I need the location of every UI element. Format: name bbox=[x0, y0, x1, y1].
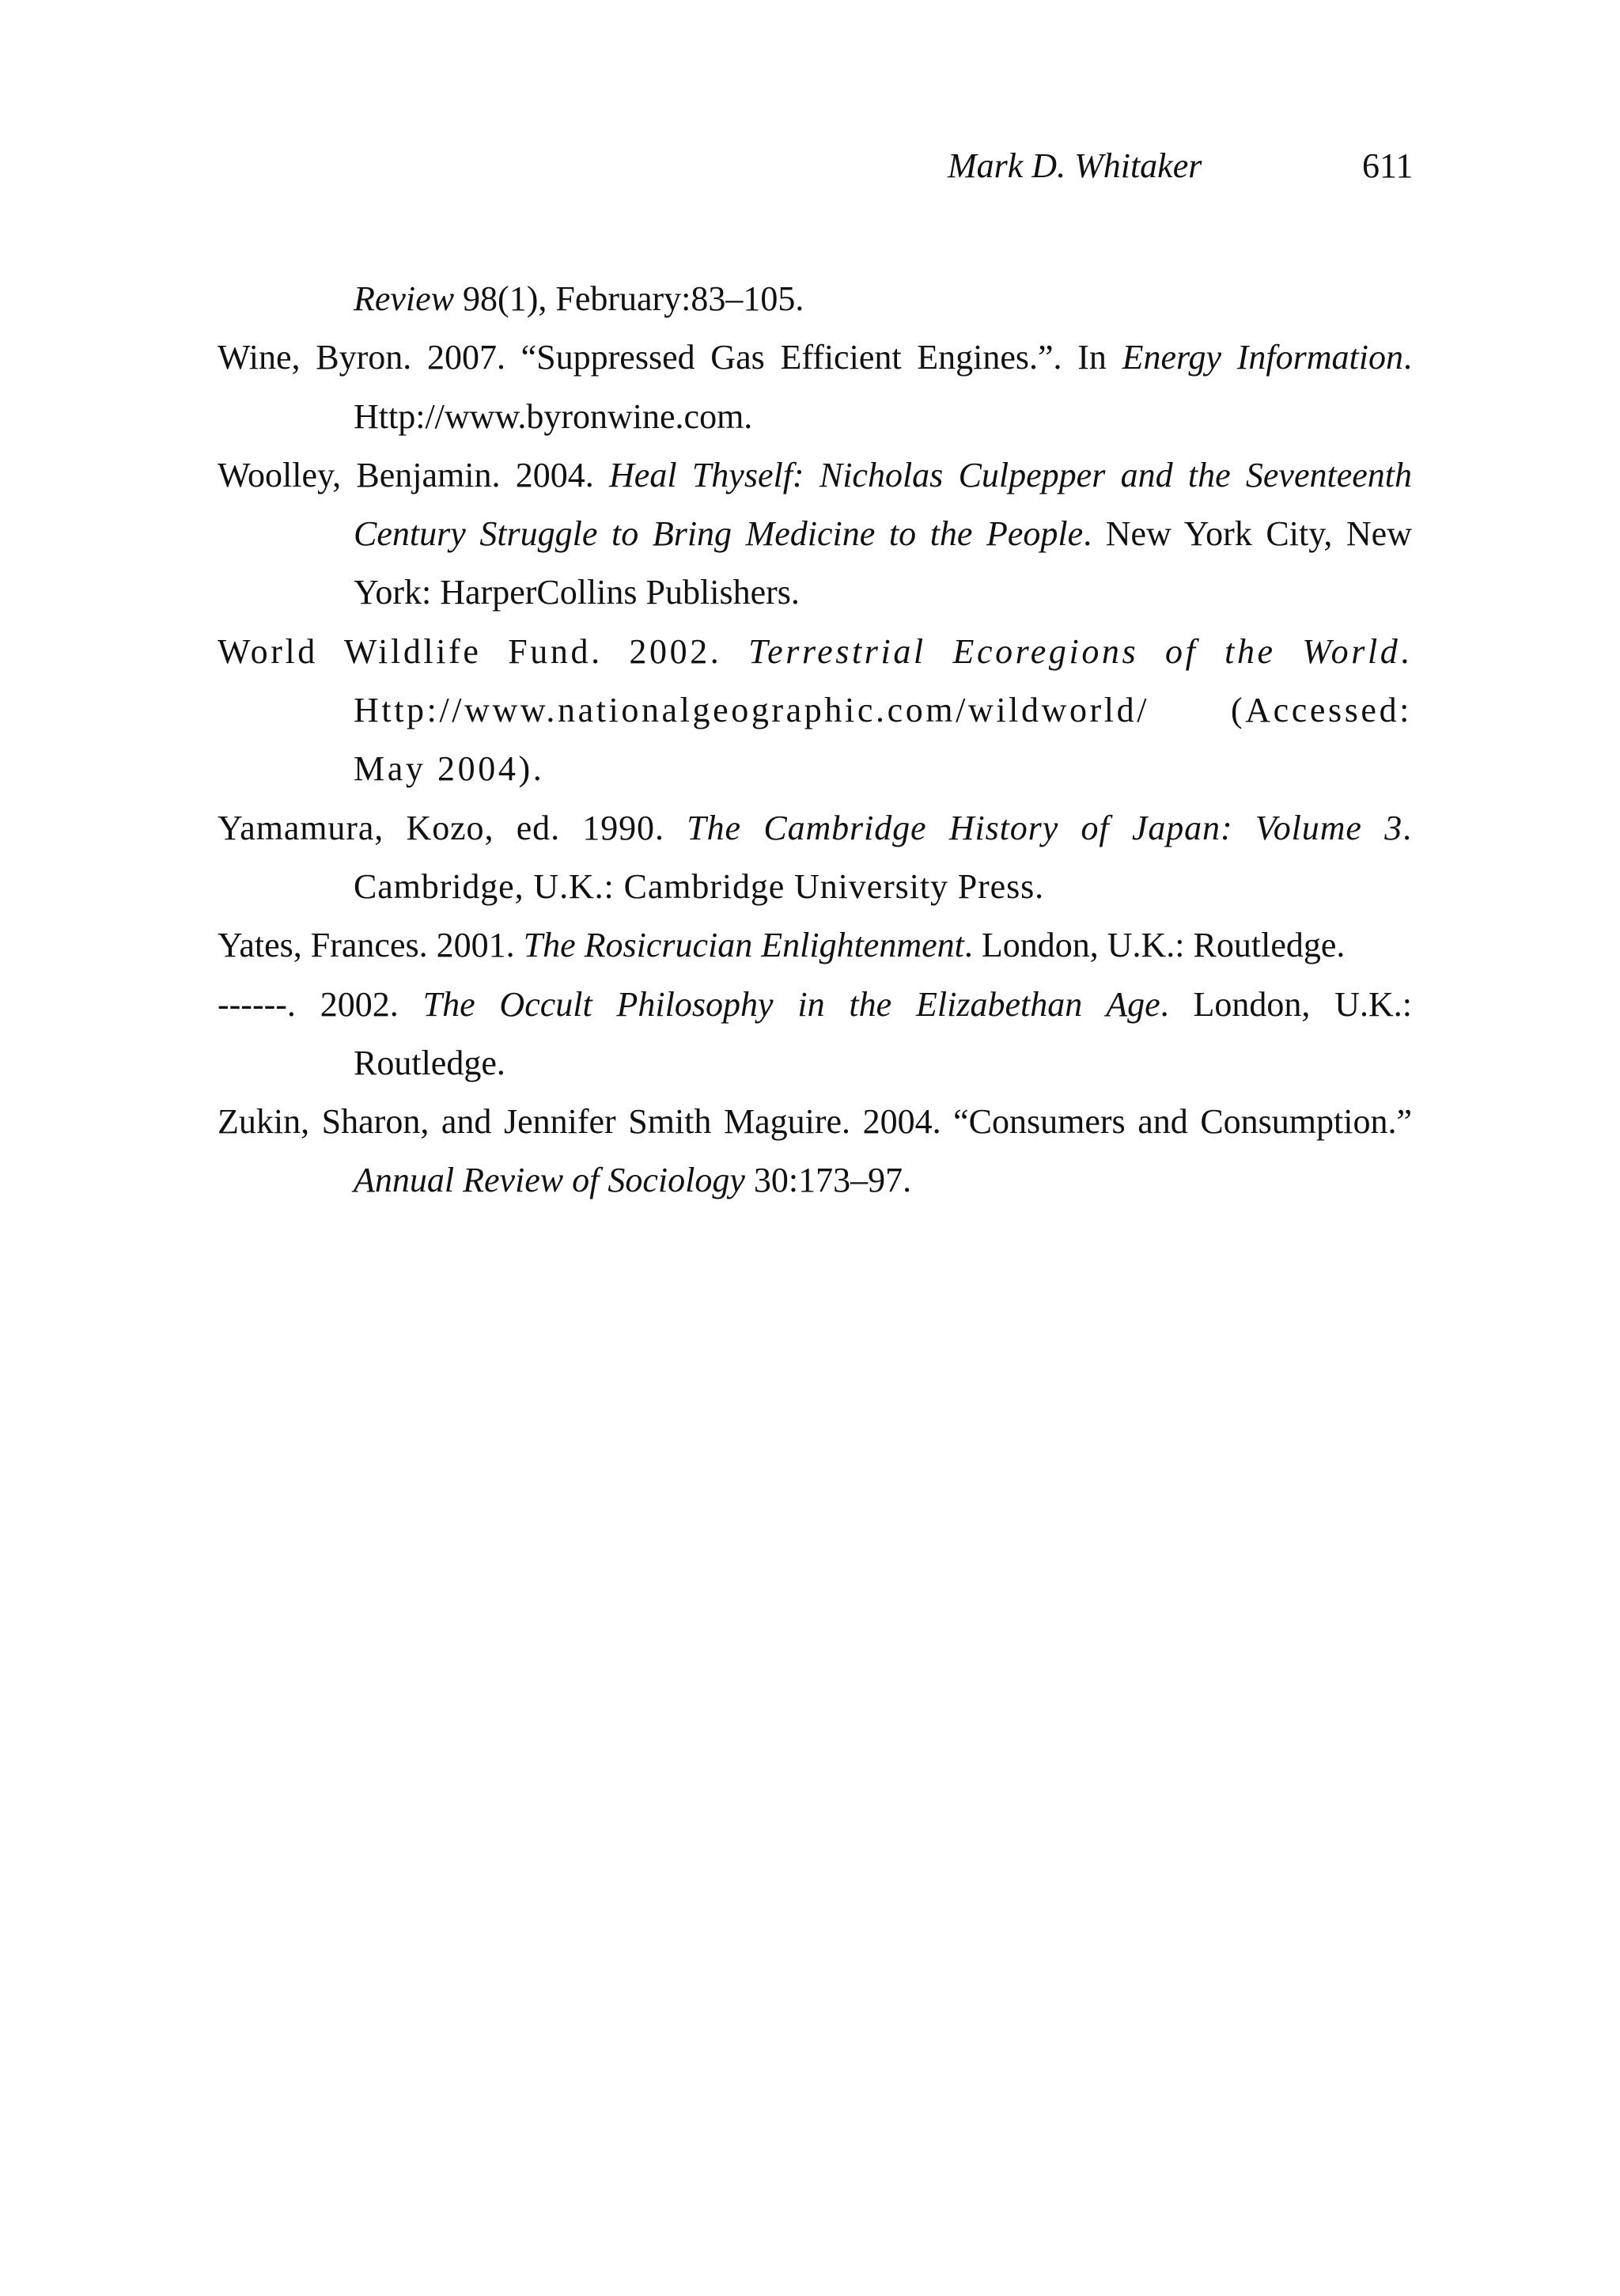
reference-entry bbox=[218, 799, 1412, 917]
reference-text: ------. 2002. bbox=[218, 984, 423, 1024]
reference-italic: The Cambridge History of Japan: Volume 3 bbox=[687, 808, 1403, 847]
reference-text: Zukin, Sharon, and Jennifer Smith Maguire. 2004. “Consumers and Consumption.” bbox=[218, 1102, 1412, 1142]
reference-entry bbox=[218, 328, 1412, 446]
reference-text: . New York City, New York: HarperCollins Publishers. bbox=[354, 514, 1412, 612]
reference-entry bbox=[218, 270, 1412, 328]
page-number: 611 bbox=[1362, 146, 1414, 185]
reference-text: 30:173–97. bbox=[744, 1161, 912, 1200]
reference-text: . Cambridge, U.K.: Cambridge University Press. bbox=[354, 808, 1413, 906]
reference-text: . Http://www.nationalgeographic.com/wildworld/ (Accessed: May 2004). bbox=[354, 631, 1412, 789]
reference-entry bbox=[218, 623, 1412, 799]
reference-italic: Energy Information bbox=[1122, 338, 1403, 377]
reference-italic: The Rosicrucian Enlightenment bbox=[523, 926, 964, 965]
reference-text: . London, U.K.: Routledge. bbox=[354, 984, 1412, 1082]
reference-text: Yates, Frances. 2001. bbox=[218, 926, 524, 965]
reference-text: . Http://www.byronwine.com. bbox=[354, 338, 1412, 436]
reference-text: . London, U.K.: Routledge. bbox=[963, 926, 1346, 965]
reference-entry bbox=[218, 976, 1412, 1093]
reference-text: Woolley, Benjamin. 2004. bbox=[218, 455, 610, 494]
reference-text: World Wildlife Fund. 2002. bbox=[218, 631, 749, 671]
reference-italic: Heal Thyself: Nicholas Culpepper and the Seventeenth Century Struggle to Bring Medicine to the People bbox=[354, 455, 1412, 554]
reference-text: Yamamura, Kozo, ed. 1990. bbox=[218, 808, 687, 847]
reference-text: 98(1), February:83–105. bbox=[454, 279, 804, 318]
reference-italic: The Occult Philosophy in the Elizabethan Age bbox=[422, 984, 1160, 1024]
reference-entry bbox=[218, 916, 1412, 975]
running-head: Mark D. Whitaker bbox=[948, 146, 1202, 185]
page-header bbox=[0, 142, 1620, 190]
reference-italic: Annual Review of Sociology bbox=[354, 1161, 745, 1200]
reference-italic: Terrestrial Ecoregions of the World bbox=[748, 631, 1401, 671]
reference-entry bbox=[218, 446, 1412, 623]
reference-text: Wine, Byron. 2007. “Suppressed Gas Efficient Engines.”. In bbox=[218, 338, 1122, 377]
reference-italic: Review bbox=[354, 279, 455, 318]
reference-list bbox=[218, 270, 1412, 1211]
reference-entry bbox=[218, 1093, 1412, 1211]
